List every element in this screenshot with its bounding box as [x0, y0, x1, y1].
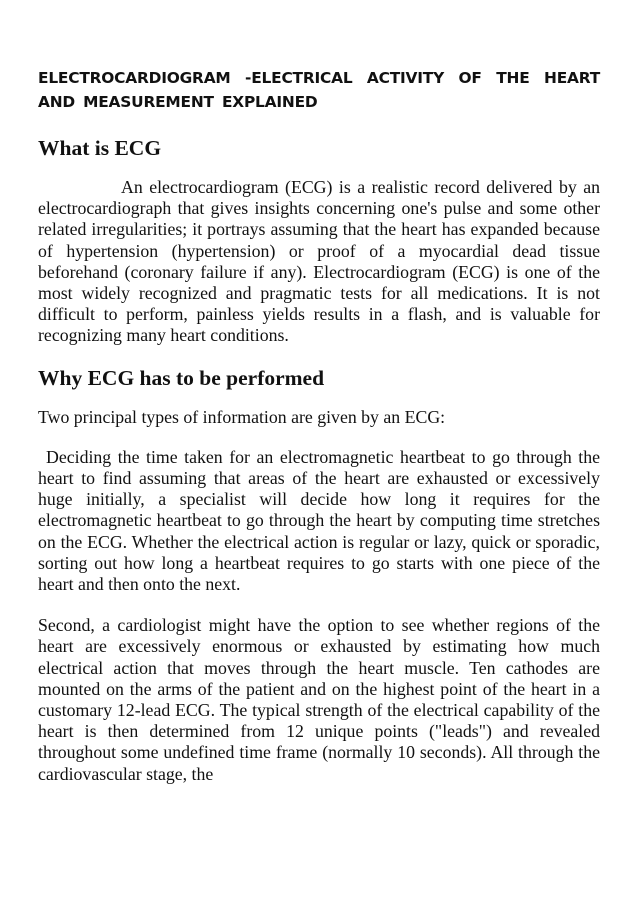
- paragraph-ecg-definition: An electrocardiogram (ECG) is a realistic record delivered by an electrocardiograph that gives insights concerning one's pulse and some other related irregularities; it portrays assuming that the heart has expanded because of hypertension (hypertension) or proof of a myocardial dead tissue beforehand (coronary failure if any). Electrocardiogram (ECG) is one of the most widely recognized and pragmatic tests for all medications. It is not difficult to perform, painless yields results in a flash, and is valuable for recognizing many heart conditions.: [38, 177, 600, 346]
- section-heading-why-ecg: Why ECG has to be performed: [38, 365, 325, 390]
- paragraph-information-types-intro: Two principal types of information are given by an ECG:: [38, 406, 446, 427]
- paragraph-second-information-type: Second, a cardiologist might have the option to see whether regions of the heart are excessively enormous or exhausted by estimating how much electrical action that moves through the heart muscle. Ten cathodes are mounted on the arms of the patient and on the highest point of the heart in a customary 12-lead ECG. The typical strength of the electrical capability of the heart is then determined from 12 unique points ("leads") and revealed throughout some undefined time frame (normally 10 seconds). All through the cardiovascular stage, the: [38, 615, 600, 784]
- paragraph-first-information-type: Deciding the time taken for an electromagnetic heartbeat to go through the heart to find assuming that areas of the heart are exhausted or excessively huge initially, a specialist will decide how long it requires for the electromagnetic heartbeat to go through the heart by computing time stretches on the ECG. Whether the electrical action is regular or lazy, quick or sporadic, sorting out how long a heartbeat requires to go starts with one piece of the heart and then onto the next.: [38, 446, 600, 595]
- section-heading-what-is-ecg: What is ECG: [38, 136, 162, 160]
- document-page: [38, 66, 600, 785]
- document-title: ELECTROCARDIOGRAM -ELECTRICAL ACTIVITY OF THE HEART AND MEASUREMENT EXPLAINED: [38, 69, 600, 111]
